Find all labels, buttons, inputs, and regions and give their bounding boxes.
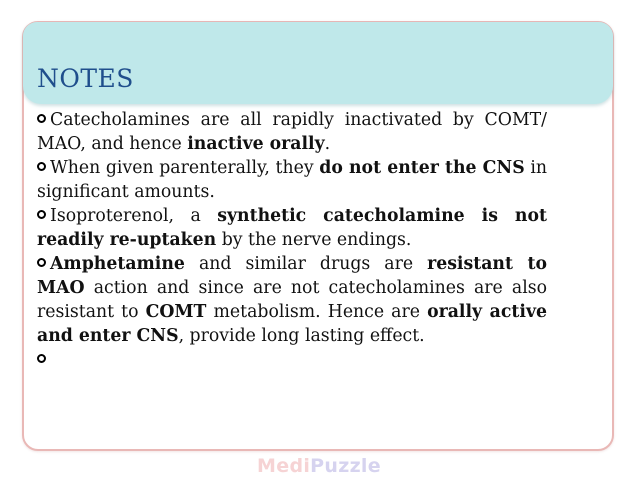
watermark-part-medi: Medi: [257, 455, 311, 477]
note-bold-text: Amphetamine: [50, 254, 185, 274]
note-bold-text: inactive orally: [187, 134, 325, 154]
note-text: Isoproterenol, a: [50, 206, 218, 226]
note-text: .: [324, 134, 331, 154]
note-text: in significant amounts.: [37, 158, 547, 202]
note-text: by the nerve endings.: [216, 230, 412, 250]
notes-list: [37, 108, 547, 372]
circle-bullet-icon: [37, 258, 46, 267]
note-text: When given parenterally, they: [50, 158, 320, 178]
note-item: [37, 204, 547, 252]
note-bold-text: synthetic catecholamine is not readily re-uptaken: [37, 206, 547, 250]
note-item: [37, 252, 547, 348]
watermark-logo: [0, 455, 638, 477]
circle-bullet-icon: [37, 210, 46, 219]
note-text: , provide long lasting effect.: [178, 326, 425, 346]
note-text: action and since are not catecholamines are also resistant to: [37, 278, 547, 322]
slide-title: NOTES: [37, 64, 134, 93]
note-bold-text: orally active and enter CNS: [37, 302, 547, 346]
circle-bullet-icon: [37, 162, 46, 171]
note-text: and similar drugs are: [184, 254, 428, 274]
note-text: Catecholamines are all rapidly inactivated by COMT/ MAO, and hence: [37, 110, 547, 154]
note-bold-text: do not enter the CNS: [319, 158, 525, 178]
circle-bullet-icon: [37, 354, 46, 363]
note-item: [37, 156, 547, 204]
watermark-part-puzzle: Puzzle: [310, 455, 381, 477]
note-text: metabolism. Hence are: [206, 302, 428, 322]
empty-note-item: [37, 348, 547, 372]
note-bold-text: COMT: [145, 302, 207, 322]
note-item: [37, 108, 547, 156]
note-bold-text: resistant to MAO: [37, 254, 547, 298]
circle-bullet-icon: [37, 114, 46, 123]
